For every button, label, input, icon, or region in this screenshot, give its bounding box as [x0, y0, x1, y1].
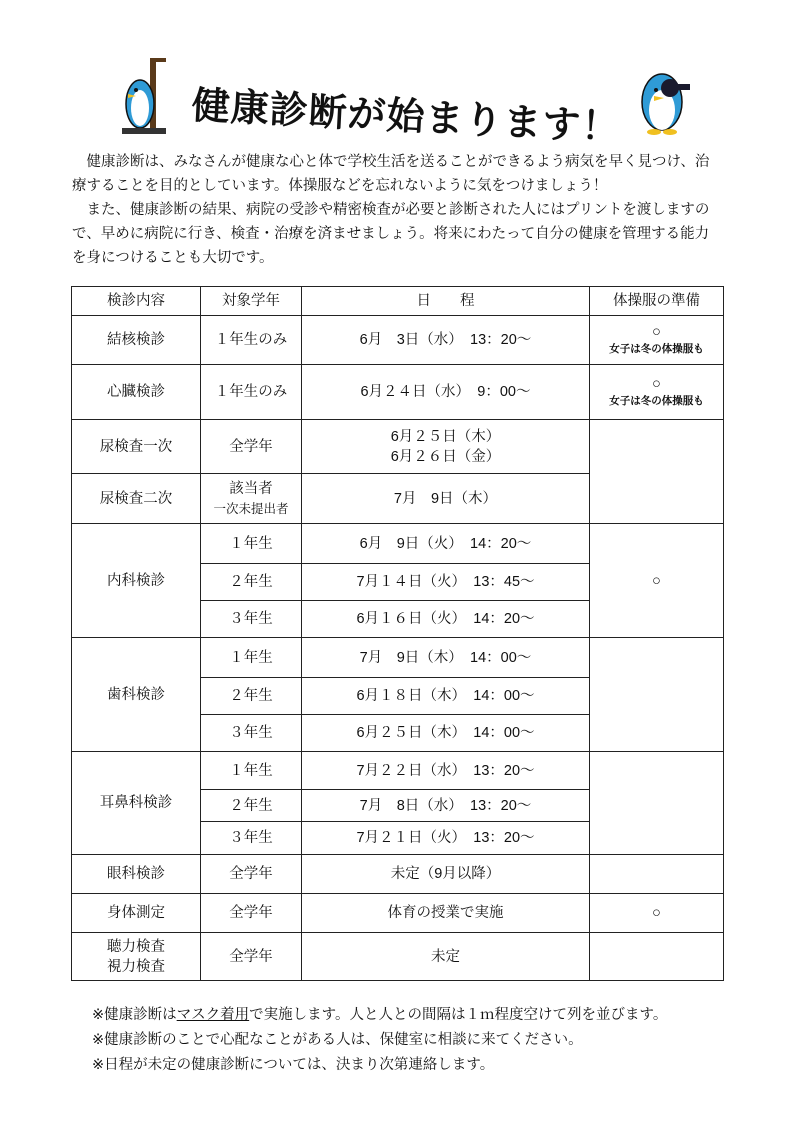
schedule-date: 6月１６日（火） 14：20～ — [302, 601, 590, 638]
note-text: ※健康診断は — [92, 1007, 177, 1023]
table-row — [72, 316, 724, 365]
exam-name-line-2: 視力検査 — [107, 958, 165, 975]
target-grade: ２年生 — [201, 790, 302, 822]
target-grade: ３年生 — [201, 715, 302, 752]
target-grade — [201, 474, 302, 524]
exam-name: 尿検査一次 — [72, 420, 201, 474]
header-grade: 対象学年 — [201, 287, 302, 316]
exam-name: 身体測定 — [72, 894, 201, 933]
clothes-note: 女子は冬の体操服も — [609, 343, 704, 355]
note-consult: ※健康診断のことで心配なことがある人は、保健室に相談に来てください。 — [92, 1032, 583, 1048]
target-grade: １年生のみ — [201, 316, 302, 365]
schedule-date: 7月２２日（水） 13：20～ — [302, 752, 590, 790]
schedule-date: 7月１４日（火） 13：45～ — [302, 564, 590, 601]
target-grade: ２年生 — [201, 564, 302, 601]
gym-clothes-cell — [590, 933, 724, 981]
table-row — [72, 638, 724, 678]
target-grade: １年生 — [201, 524, 302, 564]
required-mark: ○ — [652, 376, 661, 392]
note-emphasis: マスク着用 — [176, 1007, 250, 1023]
schedule-date: 体育の授業で実施 — [302, 894, 590, 933]
intro-paragraph-2: また、健康診断の結果、病院の受診や精密検査が必要と診断された人にはプリントを渡しますので、早めに病院に行き、検査・治療を済ませましょう。将来にわたって自分の健康を管理する能力を身につけることも大切です。 — [72, 202, 710, 266]
checkup-schedule-table — [71, 286, 724, 981]
table-header-row — [72, 287, 724, 316]
exam-name: 心臓検診 — [72, 365, 201, 420]
exam-name: 眼科検診 — [72, 855, 201, 894]
schedule-date: 7月 9日（木） 14：00～ — [302, 638, 590, 678]
schedule-date: 6月２５日（木） 14：00～ — [302, 715, 590, 752]
header-date: 日 程 — [302, 287, 590, 316]
penguin-measuring-icon — [118, 56, 172, 136]
date-line-2: 6月２６日（金） — [390, 448, 501, 465]
table-row — [72, 933, 724, 981]
grade-line-1: 該当者 — [229, 480, 273, 497]
schedule-date: 未定 — [302, 933, 590, 981]
schedule-date: 6月１８日（木） 14：00～ — [302, 678, 590, 715]
schedule-date: 7月 8日（水） 13：20～ — [302, 790, 590, 822]
gym-clothes-cell: ○ — [590, 894, 724, 933]
target-grade: 全学年 — [201, 933, 302, 981]
header — [0, 56, 794, 150]
schedule-date: 7月 9日（木） — [302, 474, 590, 524]
grade-line-2: 一次未提出者 — [213, 501, 289, 516]
gym-clothes-cell — [590, 420, 724, 524]
exam-name-line-1: 聴力検査 — [107, 938, 165, 955]
table-row — [72, 855, 724, 894]
target-grade: １年生 — [201, 638, 302, 678]
exam-name: 結核検診 — [72, 316, 201, 365]
table-row — [72, 365, 724, 420]
note-mask — [92, 1003, 732, 1028]
target-grade: 全学年 — [201, 420, 302, 474]
footer-notes — [92, 1003, 732, 1078]
exam-name: 耳鼻科検診 — [72, 752, 201, 855]
header-exam: 検診内容 — [72, 287, 201, 316]
gym-clothes-cell: ○ — [590, 524, 724, 638]
gym-clothes-cell — [590, 638, 724, 752]
note-text: で実施します。人と人との間隔は１ｍ程度空けて列を並びます。 — [249, 1007, 668, 1023]
target-grade: １年生のみ — [201, 365, 302, 420]
note-undecided: ※日程が未定の健康診断については、決まり次第連絡します。 — [92, 1057, 495, 1073]
exam-name: 尿検査二次 — [72, 474, 201, 524]
page-title: 健康診断が始まります！ — [190, 83, 622, 150]
target-grade: ３年生 — [201, 601, 302, 638]
clothes-note: 女子は冬の体操服も — [609, 395, 704, 407]
table-row — [72, 524, 724, 564]
table-row — [72, 894, 724, 933]
header-gym-clothes: 体操服の準備 — [590, 287, 724, 316]
required-mark: ○ — [652, 324, 661, 340]
gym-clothes-cell — [590, 855, 724, 894]
gym-clothes-cell — [590, 316, 724, 365]
schedule-date: 6月２４日（水） 9：00～ — [302, 365, 590, 420]
gym-clothes-cell — [590, 752, 724, 855]
intro-paragraph-1: 健康診断は、みなさんが健康な心と体で学校生活を送ることができるよう病気を早く見つけ、治療することを目的としています。体操服などを忘れないように気をつけましょう！ — [72, 154, 710, 194]
table-row — [72, 420, 724, 474]
exam-name: 内科検診 — [72, 524, 201, 638]
target-grade: ３年生 — [201, 822, 302, 855]
date-line-1: 6月２５日（木） — [390, 428, 501, 445]
target-grade: 全学年 — [201, 855, 302, 894]
schedule-date — [302, 420, 590, 474]
intro-text — [72, 150, 722, 270]
target-grade: 全学年 — [201, 894, 302, 933]
schedule-date: 6月 9日（火） 14：20～ — [302, 524, 590, 564]
exam-name: 歯科検診 — [72, 638, 201, 752]
schedule-date: 7月２１日（火） 13：20～ — [302, 822, 590, 855]
exam-name — [72, 933, 201, 981]
penguin-eye-test-icon — [632, 62, 694, 136]
schedule-date: 未定（9月以降） — [302, 855, 590, 894]
table-row — [72, 752, 724, 790]
target-grade: ２年生 — [201, 678, 302, 715]
schedule-date: 6月 3日（水） 13：20～ — [302, 316, 590, 365]
gym-clothes-cell — [590, 365, 724, 420]
target-grade: １年生 — [201, 752, 302, 790]
